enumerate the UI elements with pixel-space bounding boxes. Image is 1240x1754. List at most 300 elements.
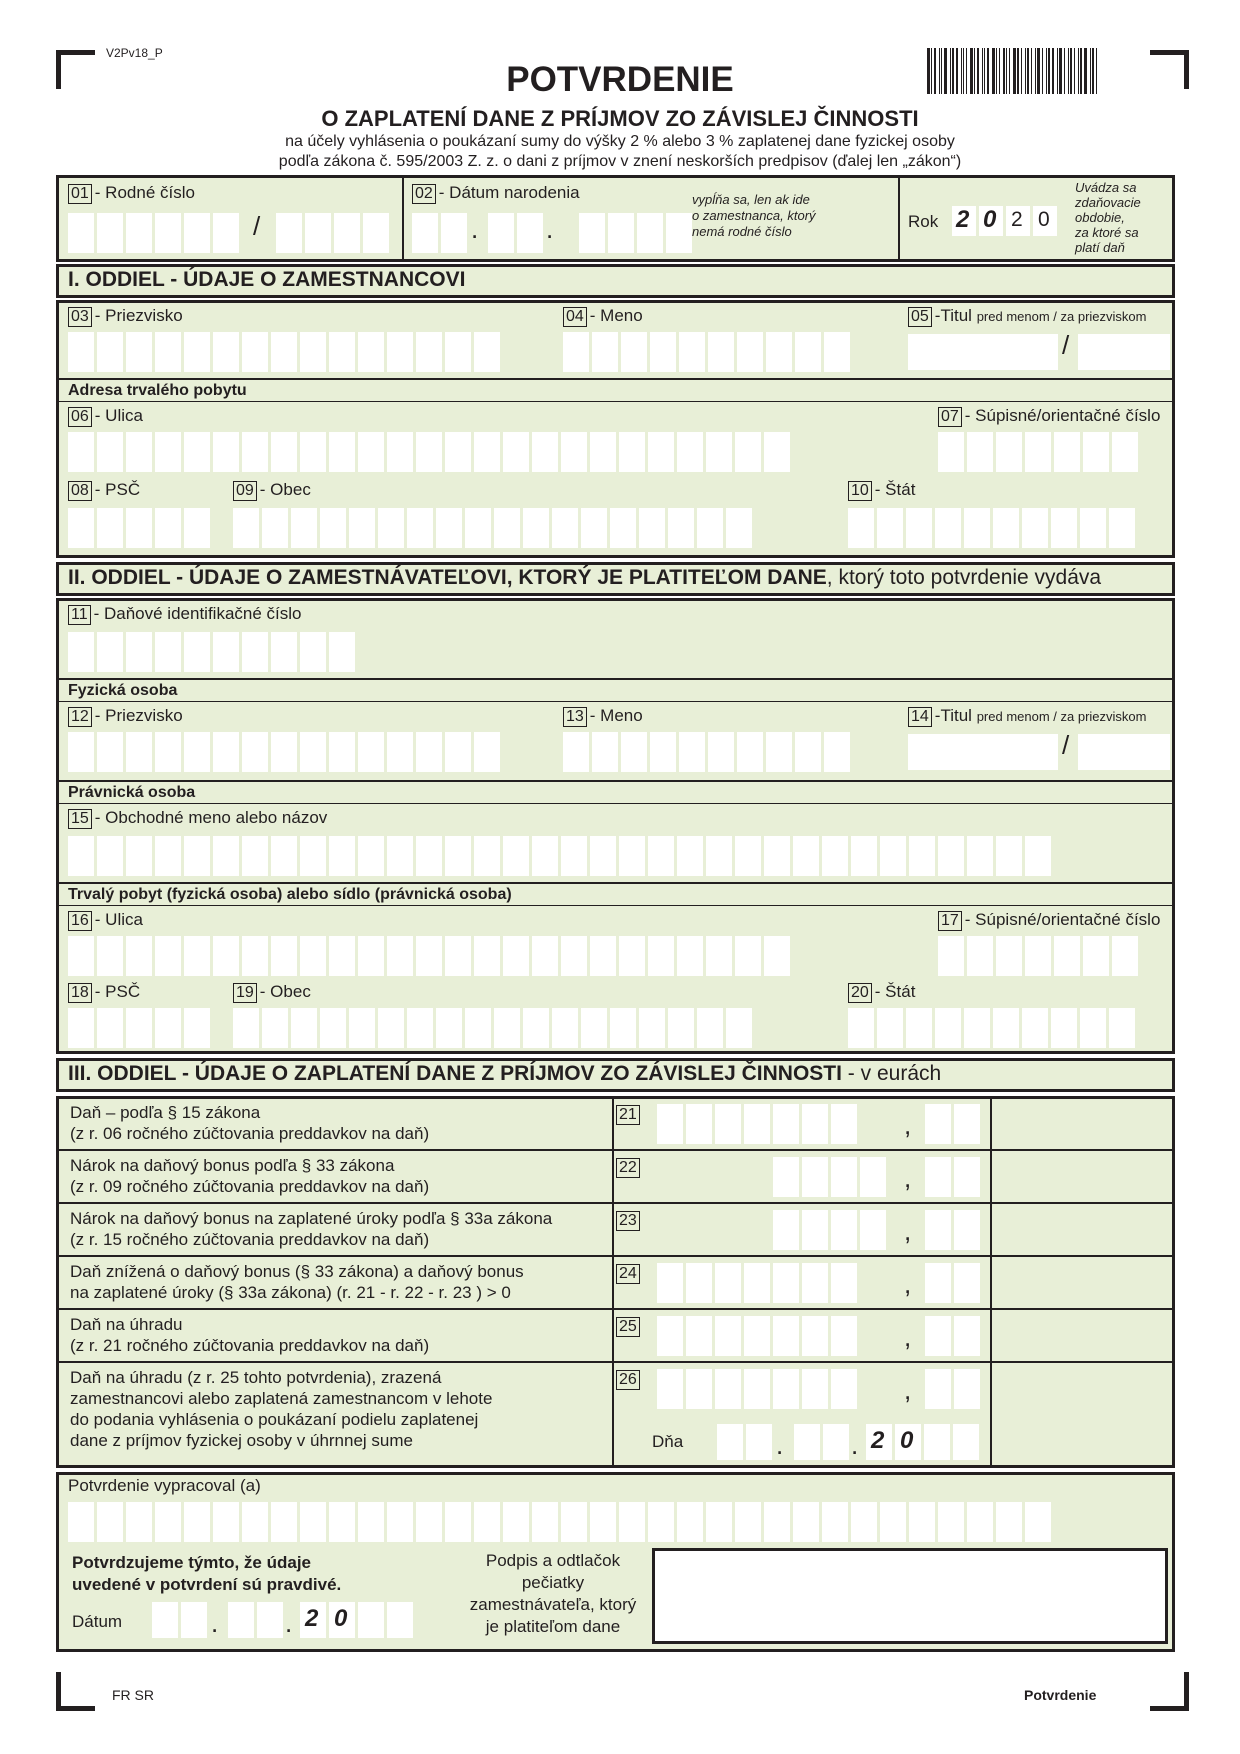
char-box[interactable]: [213, 1502, 239, 1542]
char-box[interactable]: [668, 1008, 694, 1048]
char-box[interactable]: [677, 936, 703, 976]
char-box[interactable]: [552, 508, 578, 548]
char-box[interactable]: [686, 1263, 712, 1303]
char-box[interactable]: [650, 732, 676, 772]
char-box[interactable]: [706, 1502, 732, 1542]
char-box[interactable]: [706, 936, 732, 976]
char-box[interactable]: [764, 1502, 790, 1542]
char-box[interactable]: [773, 1316, 799, 1356]
char-box[interactable]: [679, 732, 705, 772]
char-box[interactable]: [773, 1104, 799, 1144]
char-box[interactable]: [909, 836, 935, 876]
char-box[interactable]: [802, 1263, 828, 1303]
char-box[interactable]: [909, 1502, 935, 1542]
char-box[interactable]: [592, 732, 618, 772]
char-box[interactable]: [993, 1008, 1019, 1048]
char-box[interactable]: [503, 1502, 529, 1542]
char-box[interactable]: [996, 432, 1022, 472]
char-box[interactable]: [1025, 836, 1051, 876]
tax-id-input[interactable]: [68, 632, 358, 672]
char-box[interactable]: [954, 1316, 980, 1356]
char-box[interactable]: [445, 332, 471, 372]
char-box[interactable]: [184, 432, 210, 472]
char-box[interactable]: [474, 836, 500, 876]
char-box[interactable]: [358, 936, 384, 976]
char-box[interactable]: [563, 732, 589, 772]
char-box[interactable]: [744, 1369, 770, 1409]
char-box[interactable]: [329, 836, 355, 876]
employer-surname-input[interactable]: [68, 732, 503, 772]
char-box[interactable]: [708, 332, 734, 372]
char-box[interactable]: [271, 936, 297, 976]
street-input[interactable]: [68, 432, 793, 472]
char-box[interactable]: [155, 836, 181, 876]
payment-year-input[interactable]: [866, 1424, 979, 1460]
char-box[interactable]: [291, 1008, 317, 1048]
char-box[interactable]: [726, 508, 752, 548]
char-box[interactable]: [906, 508, 932, 548]
char-box[interactable]: [737, 732, 763, 772]
char-box[interactable]: [996, 836, 1022, 876]
char-box[interactable]: [68, 332, 94, 372]
char-box[interactable]: [831, 1157, 857, 1197]
char-box[interactable]: [126, 936, 152, 976]
row-22-cents-input[interactable]: [925, 1157, 983, 1197]
char-box[interactable]: [329, 732, 355, 772]
char-box[interactable]: [416, 732, 442, 772]
payment-day-input[interactable]: [717, 1424, 775, 1460]
char-box[interactable]: [954, 1157, 980, 1197]
rodne-cislo-part1-input[interactable]: [68, 213, 242, 253]
char-box[interactable]: [906, 1008, 932, 1048]
char-box[interactable]: [954, 1369, 980, 1409]
country-input[interactable]: [848, 508, 1138, 548]
char-box[interactable]: [619, 936, 645, 976]
char-box[interactable]: [213, 836, 239, 876]
row-21-cents-input[interactable]: [925, 1104, 983, 1144]
char-box[interactable]: [802, 1369, 828, 1409]
char-box[interactable]: [271, 332, 297, 372]
char-box[interactable]: [494, 1008, 520, 1048]
char-box[interactable]: [436, 1008, 462, 1048]
char-box[interactable]: [126, 1008, 152, 1048]
char-box[interactable]: [532, 1502, 558, 1542]
char-box[interactable]: [155, 732, 181, 772]
char-box[interactable]: [822, 1502, 848, 1542]
char-box[interactable]: [532, 936, 558, 976]
char-box[interactable]: [831, 1369, 857, 1409]
char-box[interactable]: [242, 836, 268, 876]
char-box[interactable]: [686, 1369, 712, 1409]
char-box[interactable]: [831, 1263, 857, 1303]
char-box[interactable]: [416, 936, 442, 976]
char-box[interactable]: [445, 1502, 471, 1542]
char-box[interactable]: [619, 1502, 645, 1542]
char-box[interactable]: [621, 732, 647, 772]
char-box[interactable]: [766, 332, 792, 372]
employer-postcode-input[interactable]: [68, 1008, 213, 1048]
char-box[interactable]: [97, 836, 123, 876]
char-box[interactable]: [407, 1008, 433, 1048]
char-box[interactable]: [802, 1104, 828, 1144]
char-box[interactable]: [677, 836, 703, 876]
char-box[interactable]: [68, 936, 94, 976]
employer-municipality-input[interactable]: [233, 1008, 755, 1048]
char-box[interactable]: [851, 836, 877, 876]
char-box[interactable]: [416, 332, 442, 372]
char-box[interactable]: [590, 936, 616, 976]
char-box[interactable]: [592, 332, 618, 372]
char-box[interactable]: [795, 732, 821, 772]
char-box[interactable]: [993, 508, 1019, 548]
char-box[interactable]: [387, 332, 413, 372]
char-box[interactable]: [242, 936, 268, 976]
char-box[interactable]: [445, 732, 471, 772]
prepared-by-input[interactable]: [68, 1502, 1054, 1542]
char-box[interactable]: [735, 936, 761, 976]
char-box[interactable]: [954, 1210, 980, 1250]
char-box[interactable]: [880, 836, 906, 876]
char-box[interactable]: [329, 432, 355, 472]
char-box[interactable]: [242, 732, 268, 772]
char-box[interactable]: [1025, 936, 1051, 976]
char-box[interactable]: [68, 1502, 94, 1542]
title-after-input[interactable]: [1078, 334, 1170, 370]
employer-title-after-input[interactable]: [1078, 734, 1170, 770]
char-box[interactable]: [97, 632, 123, 672]
char-box[interactable]: [1083, 432, 1109, 472]
char-box[interactable]: [155, 508, 181, 548]
char-box[interactable]: [184, 332, 210, 372]
employer-country-input[interactable]: [848, 1008, 1138, 1048]
char-box[interactable]: [590, 1502, 616, 1542]
house-number-input[interactable]: [938, 432, 1141, 472]
char-box[interactable]: [358, 1502, 384, 1542]
char-box[interactable]: [697, 508, 723, 548]
char-box[interactable]: [213, 732, 239, 772]
char-box[interactable]: [329, 332, 355, 372]
char-box[interactable]: [1022, 508, 1048, 548]
confirm-year-input[interactable]: [300, 1602, 413, 1638]
char-box[interactable]: [532, 432, 558, 472]
char-box[interactable]: [686, 1104, 712, 1144]
char-box[interactable]: [726, 1008, 752, 1048]
char-box[interactable]: [561, 432, 587, 472]
char-box[interactable]: [97, 332, 123, 372]
char-box[interactable]: [184, 508, 210, 548]
char-box[interactable]: [155, 936, 181, 976]
char-box[interactable]: [262, 508, 288, 548]
char-box[interactable]: [1025, 1502, 1051, 1542]
year-input[interactable]: [952, 206, 1057, 236]
company-name-input[interactable]: [68, 836, 1054, 876]
char-box[interactable]: [416, 1502, 442, 1542]
char-box[interactable]: [97, 1502, 123, 1542]
char-box[interactable]: [925, 1157, 951, 1197]
char-box[interactable]: [581, 1008, 607, 1048]
char-box[interactable]: [523, 508, 549, 548]
char-box[interactable]: [503, 432, 529, 472]
char-box[interactable]: [97, 432, 123, 472]
char-box[interactable]: [155, 632, 181, 672]
char-box[interactable]: [996, 936, 1022, 976]
char-box[interactable]: [938, 836, 964, 876]
char-box[interactable]: [938, 432, 964, 472]
char-box[interactable]: [184, 732, 210, 772]
char-box[interactable]: [503, 836, 529, 876]
char-box[interactable]: [706, 432, 732, 472]
char-box[interactable]: [271, 732, 297, 772]
char-box[interactable]: [715, 1316, 741, 1356]
surname-input[interactable]: [68, 332, 503, 372]
char-box[interactable]: [708, 732, 734, 772]
row-21-euros-input[interactable]: [657, 1104, 860, 1144]
char-box[interactable]: [967, 936, 993, 976]
char-box[interactable]: [773, 1263, 799, 1303]
char-box[interactable]: [619, 836, 645, 876]
char-box[interactable]: [773, 1369, 799, 1409]
char-box[interactable]: [445, 836, 471, 876]
char-box[interactable]: [1054, 432, 1080, 472]
row-25-cents-input[interactable]: [925, 1316, 983, 1356]
char-box[interactable]: [657, 1263, 683, 1303]
char-box[interactable]: [494, 508, 520, 548]
char-box[interactable]: [358, 332, 384, 372]
char-box[interactable]: [793, 836, 819, 876]
char-box[interactable]: [126, 432, 152, 472]
char-box[interactable]: [213, 432, 239, 472]
char-box[interactable]: [964, 508, 990, 548]
char-box[interactable]: [358, 836, 384, 876]
char-box[interactable]: [271, 432, 297, 472]
char-box[interactable]: [964, 1008, 990, 1048]
char-box[interactable]: [474, 936, 500, 976]
char-box[interactable]: [824, 332, 850, 372]
char-box[interactable]: [503, 936, 529, 976]
char-box[interactable]: [126, 332, 152, 372]
char-box[interactable]: [126, 836, 152, 876]
char-box[interactable]: [581, 508, 607, 548]
char-box[interactable]: [851, 1502, 877, 1542]
char-box[interactable]: [561, 936, 587, 976]
char-box[interactable]: [271, 632, 297, 672]
char-box[interactable]: [657, 1316, 683, 1356]
row-23-euros-input[interactable]: [773, 1210, 889, 1250]
char-box[interactable]: [184, 1008, 210, 1048]
employer-title-before-input[interactable]: [908, 734, 1058, 770]
char-box[interactable]: [925, 1210, 951, 1250]
title-before-input[interactable]: [908, 334, 1058, 370]
char-box[interactable]: [155, 1008, 181, 1048]
char-box[interactable]: [184, 632, 210, 672]
char-box[interactable]: [831, 1210, 857, 1250]
char-box[interactable]: [155, 332, 181, 372]
char-box[interactable]: [387, 732, 413, 772]
char-box[interactable]: [1112, 432, 1138, 472]
char-box[interactable]: [349, 508, 375, 548]
char-box[interactable]: [1109, 508, 1135, 548]
char-box[interactable]: [735, 836, 761, 876]
char-box[interactable]: [561, 836, 587, 876]
char-box[interactable]: [773, 1210, 799, 1250]
birth-year-input[interactable]: [579, 213, 695, 253]
char-box[interactable]: [445, 432, 471, 472]
char-box[interactable]: [1080, 508, 1106, 548]
char-box[interactable]: [650, 332, 676, 372]
char-box[interactable]: [1080, 1008, 1106, 1048]
char-box[interactable]: [68, 836, 94, 876]
char-box[interactable]: [773, 1157, 799, 1197]
char-box[interactable]: [735, 432, 761, 472]
char-box[interactable]: [300, 732, 326, 772]
char-box[interactable]: [860, 1210, 886, 1250]
row-22-euros-input[interactable]: [773, 1157, 889, 1197]
char-box[interactable]: [184, 936, 210, 976]
char-box[interactable]: [822, 836, 848, 876]
char-box[interactable]: [764, 936, 790, 976]
char-box[interactable]: [378, 508, 404, 548]
payment-month-input[interactable]: [794, 1424, 852, 1460]
char-box[interactable]: [610, 508, 636, 548]
char-box[interactable]: [445, 936, 471, 976]
char-box[interactable]: [155, 1502, 181, 1542]
char-box[interactable]: [831, 1316, 857, 1356]
char-box[interactable]: [925, 1263, 951, 1303]
first-name-input[interactable]: [563, 332, 853, 372]
char-box[interactable]: [387, 1502, 413, 1542]
char-box[interactable]: [213, 332, 239, 372]
char-box[interactable]: [766, 732, 792, 772]
char-box[interactable]: [744, 1263, 770, 1303]
char-box[interactable]: [967, 836, 993, 876]
char-box[interactable]: [1109, 1008, 1135, 1048]
char-box[interactable]: [291, 508, 317, 548]
char-box[interactable]: [735, 1502, 761, 1542]
row-26-euros-input[interactable]: [657, 1369, 860, 1409]
char-box[interactable]: [824, 732, 850, 772]
char-box[interactable]: [1051, 508, 1077, 548]
char-box[interactable]: [639, 508, 665, 548]
char-box[interactable]: [831, 1104, 857, 1144]
char-box[interactable]: [648, 936, 674, 976]
char-box[interactable]: [925, 1369, 951, 1409]
char-box[interactable]: [1051, 1008, 1077, 1048]
char-box[interactable]: [271, 836, 297, 876]
char-box[interactable]: [300, 432, 326, 472]
char-box[interactable]: [795, 332, 821, 372]
municipality-input[interactable]: [233, 508, 755, 548]
char-box[interactable]: [935, 508, 961, 548]
char-box[interactable]: [532, 836, 558, 876]
char-box[interactable]: [697, 1008, 723, 1048]
char-box[interactable]: [706, 836, 732, 876]
char-box[interactable]: [474, 332, 500, 372]
char-box[interactable]: [474, 732, 500, 772]
postcode-input[interactable]: [68, 508, 213, 548]
char-box[interactable]: [416, 836, 442, 876]
char-box[interactable]: [155, 432, 181, 472]
char-box[interactable]: [967, 1502, 993, 1542]
char-box[interactable]: [97, 936, 123, 976]
char-box[interactable]: [744, 1104, 770, 1144]
char-box[interactable]: [329, 632, 355, 672]
char-box[interactable]: [416, 432, 442, 472]
char-box[interactable]: [300, 332, 326, 372]
char-box[interactable]: [271, 1502, 297, 1542]
char-box[interactable]: [793, 1502, 819, 1542]
char-box[interactable]: [184, 1502, 210, 1542]
char-box[interactable]: [715, 1263, 741, 1303]
char-box[interactable]: [877, 508, 903, 548]
char-box[interactable]: [880, 1502, 906, 1542]
row-24-euros-input[interactable]: [657, 1263, 860, 1303]
char-box[interactable]: [860, 1157, 886, 1197]
char-box[interactable]: [954, 1263, 980, 1303]
char-box[interactable]: [233, 1008, 259, 1048]
char-box[interactable]: [621, 332, 647, 372]
char-box[interactable]: [349, 1008, 375, 1048]
row-26-cents-input[interactable]: [925, 1369, 983, 1409]
char-box[interactable]: [97, 508, 123, 548]
char-box[interactable]: [967, 432, 993, 472]
char-box[interactable]: [300, 836, 326, 876]
char-box[interactable]: [407, 508, 433, 548]
char-box[interactable]: [97, 1008, 123, 1048]
char-box[interactable]: [242, 432, 268, 472]
char-box[interactable]: [925, 1104, 951, 1144]
char-box[interactable]: [320, 1008, 346, 1048]
char-box[interactable]: [1083, 936, 1109, 976]
char-box[interactable]: [802, 1316, 828, 1356]
char-box[interactable]: [387, 836, 413, 876]
char-box[interactable]: [715, 1104, 741, 1144]
char-box[interactable]: [848, 508, 874, 548]
char-box[interactable]: [358, 432, 384, 472]
char-box[interactable]: [68, 1008, 94, 1048]
char-box[interactable]: [320, 508, 346, 548]
char-box[interactable]: [561, 1502, 587, 1542]
char-box[interactable]: [619, 432, 645, 472]
char-box[interactable]: [668, 508, 694, 548]
char-box[interactable]: [1025, 432, 1051, 472]
char-box[interactable]: [996, 1502, 1022, 1542]
char-box[interactable]: [126, 632, 152, 672]
char-box[interactable]: [329, 936, 355, 976]
char-box[interactable]: [329, 1502, 355, 1542]
birth-day-input[interactable]: [412, 213, 470, 253]
char-box[interactable]: [387, 936, 413, 976]
char-box[interactable]: [679, 332, 705, 372]
char-box[interactable]: [126, 732, 152, 772]
char-box[interactable]: [387, 432, 413, 472]
char-box[interactable]: [552, 1008, 578, 1048]
char-box[interactable]: [737, 332, 763, 372]
char-box[interactable]: [639, 1008, 665, 1048]
char-box[interactable]: [935, 1008, 961, 1048]
char-box[interactable]: [590, 432, 616, 472]
char-box[interactable]: [68, 508, 94, 548]
char-box[interactable]: [242, 632, 268, 672]
char-box[interactable]: [126, 1502, 152, 1542]
employer-street-input[interactable]: [68, 936, 793, 976]
char-box[interactable]: [358, 732, 384, 772]
char-box[interactable]: [764, 432, 790, 472]
char-box[interactable]: [938, 1502, 964, 1542]
employer-first-name-input[interactable]: [563, 732, 853, 772]
char-box[interactable]: [648, 836, 674, 876]
char-box[interactable]: [523, 1008, 549, 1048]
char-box[interactable]: [715, 1369, 741, 1409]
